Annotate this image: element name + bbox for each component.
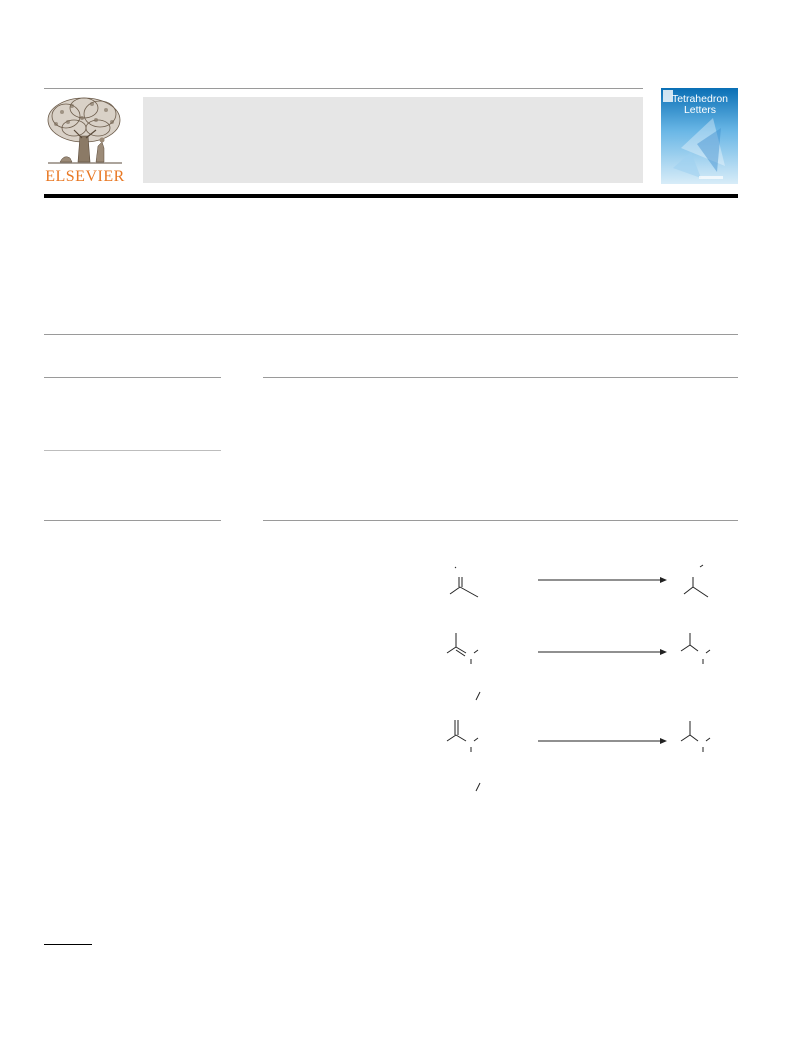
header-thick-rule — [44, 194, 738, 198]
journal-header-banner — [143, 97, 643, 183]
footnote-rule — [44, 944, 92, 945]
article-info-top-rule — [44, 377, 221, 378]
abstract-bottom-rule — [263, 520, 738, 521]
abstract-top-rule — [263, 377, 738, 378]
keywords-top-rule — [44, 450, 221, 451]
journal-title-line2: Letters — [683, 104, 717, 116]
title-block-rule — [44, 334, 738, 335]
journal-cover — [661, 88, 738, 184]
journal-title-line1: Tetrahedron — [671, 93, 729, 105]
publisher-name: ELSEVIER — [45, 168, 125, 185]
header-top-rule — [44, 88, 643, 89]
tree-logo-icon — [44, 96, 126, 168]
publisher-logo — [44, 96, 126, 186]
journal-cover-title — [664, 94, 736, 116]
reaction-scheme-drawing — [420, 555, 740, 805]
reaction-scheme — [420, 555, 740, 805]
article-info-bottom-rule — [44, 520, 221, 521]
